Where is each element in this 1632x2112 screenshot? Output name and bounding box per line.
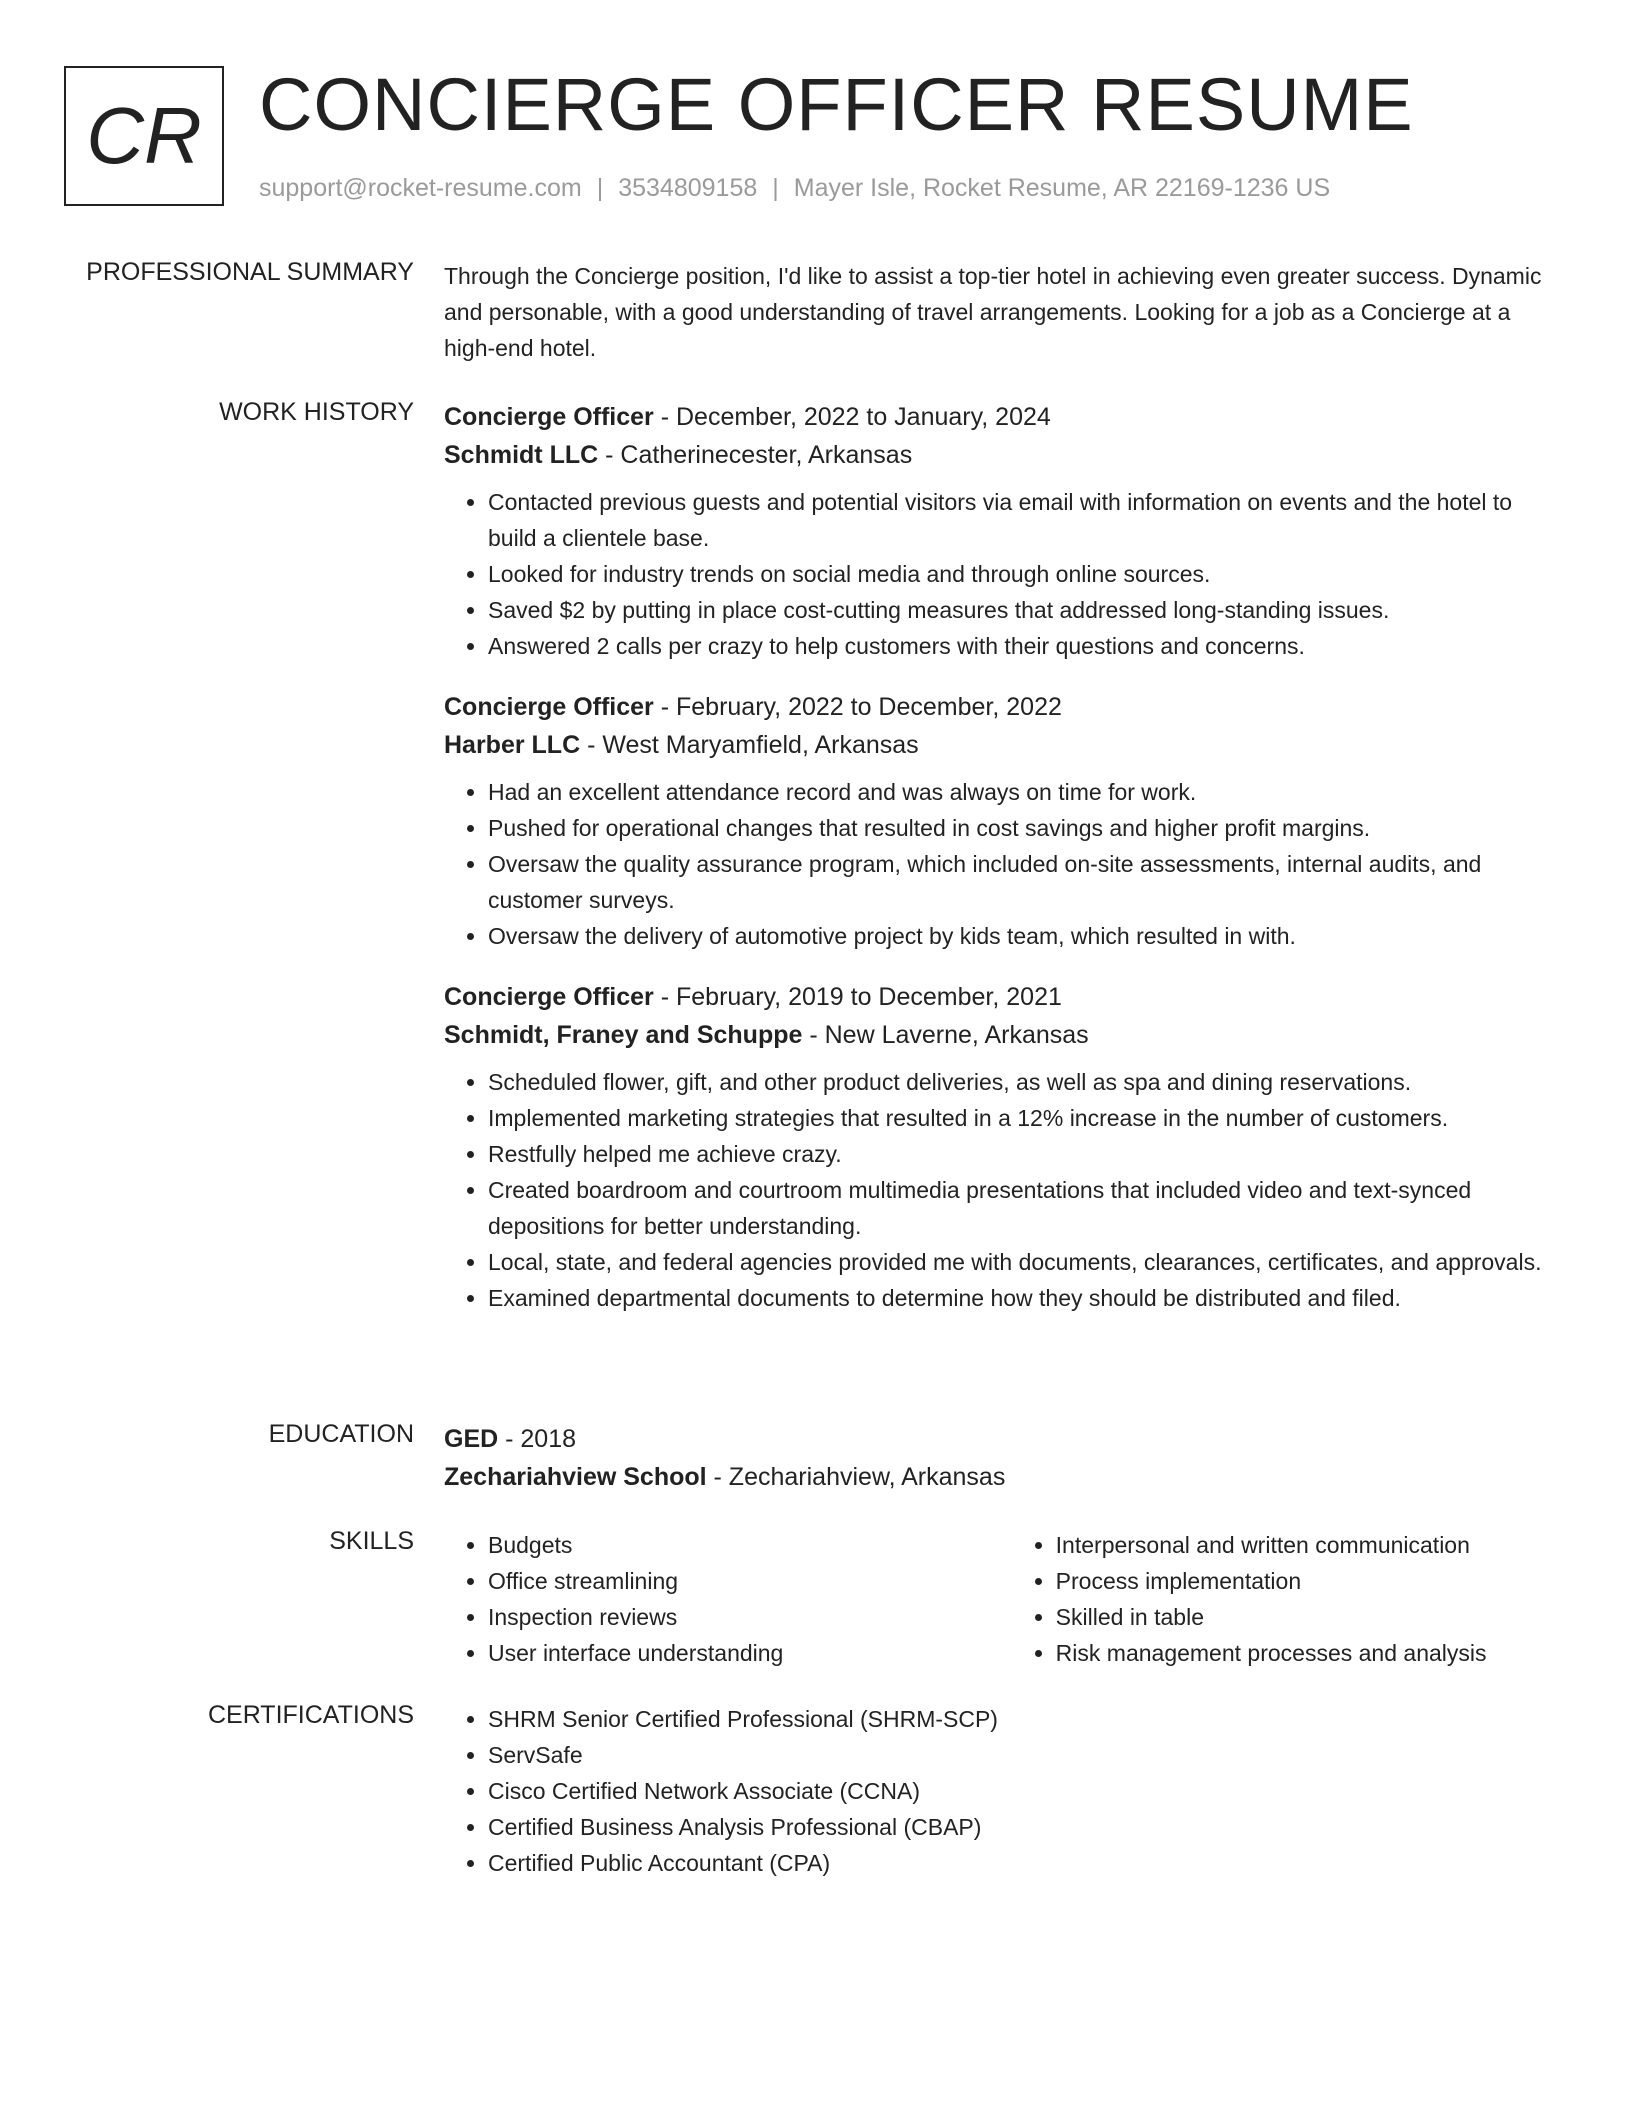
job-bullets xyxy=(444,484,1564,664)
education-degree: GED xyxy=(444,1425,499,1453)
skill-item: • Skilled in table xyxy=(1056,1599,1564,1635)
certification-item: • ServSafe xyxy=(488,1737,1564,1773)
job-bullet: • Scheduled flower, gift, and other product deliveries, as well as spa and dining reservations. xyxy=(488,1064,1564,1100)
monogram-logo: CR xyxy=(64,66,224,206)
skill-item: • User interface understanding xyxy=(488,1635,1012,1671)
job-bullet: • Oversaw the quality assurance program, which included on-site assessments, internal audits, and customer surveys. xyxy=(488,846,1564,918)
contact-email[interactable]: support@rocket-resume.com xyxy=(259,174,582,202)
job-bullets xyxy=(444,774,1564,954)
resume-header xyxy=(64,63,1564,216)
contact-separator: | xyxy=(596,174,604,202)
skill-item: • Interpersonal and written communication xyxy=(1056,1527,1564,1563)
job-bullet: • Local, state, and federal agencies provided me with documents, clearances, certificates, and approvals. xyxy=(488,1244,1564,1280)
job-entry xyxy=(444,398,1564,664)
job-bullet: • Saved $2 by putting in place cost-cutting measures that addressed long-standing issues. xyxy=(488,592,1564,628)
job-title-line xyxy=(444,978,1564,1016)
certification-item: • SHRM Senior Certified Professional (SHRM-SCP) xyxy=(488,1701,1564,1737)
certification-list xyxy=(444,1701,1564,1881)
section-label-certifications: CERTIFICATIONS xyxy=(207,1701,414,1729)
job-bullet: • Contacted previous guests and potential visitors via email with information on events and the hotel to build a clientele base. xyxy=(488,484,1564,556)
job-location: - West Maryamfield, Arkansas xyxy=(580,731,919,759)
skill-item: • Inspection reviews xyxy=(488,1599,1012,1635)
section-label-summary: PROFESSIONAL SUMMARY xyxy=(86,258,414,286)
job-company: Harber LLC xyxy=(444,731,581,759)
section-label-work-history: WORK HISTORY xyxy=(219,398,414,426)
job-title: Concierge Officer xyxy=(444,403,654,431)
summary-text: Through the Concierge position, I'd like to assist a top-tier hotel in achieving even greater success. Dynamic and personable, with a good understanding of travel arrangements. Looking for a job as a Concierge at a high-end hotel. xyxy=(444,263,1542,361)
job-bullet: • Pushed for operational changes that resulted in cost savings and higher profit margins. xyxy=(488,810,1564,846)
skill-item: • Office streamlining xyxy=(488,1563,1012,1599)
job-company: Schmidt, Franey and Schuppe xyxy=(444,1021,803,1049)
job-location: - Catherinecester, Arkansas xyxy=(598,441,913,469)
job-bullet: • Oversaw the delivery of automotive project by kids team, which resulted in with. xyxy=(488,918,1564,954)
education-school: Zechariahview School xyxy=(444,1463,707,1491)
certification-item: • Cisco Certified Network Associate (CCNA) xyxy=(488,1773,1564,1809)
contact-line xyxy=(259,174,1330,203)
skill-item: • Risk management processes and analysis xyxy=(1056,1635,1564,1671)
job-dates: - February, 2022 to December, 2022 xyxy=(653,693,1062,721)
job-list xyxy=(444,398,1564,1316)
skill-item: • Process implementation xyxy=(1056,1563,1564,1599)
job-bullet: • Examined departmental documents to determine how they should be distributed and filed. xyxy=(488,1280,1564,1316)
education-school-line xyxy=(444,1458,1564,1496)
job-title: Concierge Officer xyxy=(444,693,654,721)
job-location: - New Laverne, Arkansas xyxy=(802,1021,1089,1049)
job-title-line xyxy=(444,398,1564,436)
job-company-line xyxy=(444,726,1564,764)
section-label-education: EDUCATION xyxy=(268,1420,414,1448)
page-title: CONCIERGE OFFICER RESUME xyxy=(259,63,1414,146)
section-label-skills: SKILLS xyxy=(329,1527,414,1555)
education-degree-line xyxy=(444,1420,1564,1458)
job-entry xyxy=(444,688,1564,954)
job-company-line xyxy=(444,1016,1564,1054)
contact-phone[interactable]: 3534809158 xyxy=(618,174,758,202)
job-title: Concierge Officer xyxy=(444,983,654,1011)
job-bullets xyxy=(444,1064,1564,1316)
skills-column-1 xyxy=(444,1527,1012,1671)
contact-address: Mayer Isle, Rocket Resume, AR 22169-1236 US xyxy=(793,174,1331,202)
job-bullet: • Had an excellent attendance record and was always on time for work. xyxy=(488,774,1564,810)
job-bullet: • Created boardroom and courtroom multimedia presentations that included video and text-synced depositions for better understanding. xyxy=(488,1172,1564,1244)
job-title-line xyxy=(444,688,1564,726)
job-company-line xyxy=(444,436,1564,474)
certification-item: • Certified Public Accountant (CPA) xyxy=(488,1845,1564,1881)
job-dates: - February, 2019 to December, 2021 xyxy=(653,983,1062,1011)
education-year: - 2018 xyxy=(498,1425,577,1453)
skills-column-2 xyxy=(1012,1527,1564,1671)
certification-item: • Certified Business Analysis Professional (CBAP) xyxy=(488,1809,1564,1845)
education-location: - Zechariahview, Arkansas xyxy=(706,1463,1006,1491)
contact-separator: | xyxy=(772,174,779,202)
job-company: Schmidt LLC xyxy=(444,441,599,469)
job-bullet: • Implemented marketing strategies that resulted in a 12% increase in the number of customers. xyxy=(488,1100,1564,1136)
skill-item: • Budgets xyxy=(488,1527,1012,1563)
job-bullet: • Answered 2 calls per crazy to help customers with their questions and concerns. xyxy=(488,628,1564,664)
job-bullet: • Looked for industry trends on social media and through online sources. xyxy=(488,556,1564,592)
job-entry xyxy=(444,978,1564,1316)
job-bullet: • Restfully helped me achieve crazy. xyxy=(488,1136,1564,1172)
job-dates: - December, 2022 to January, 2024 xyxy=(653,403,1051,431)
